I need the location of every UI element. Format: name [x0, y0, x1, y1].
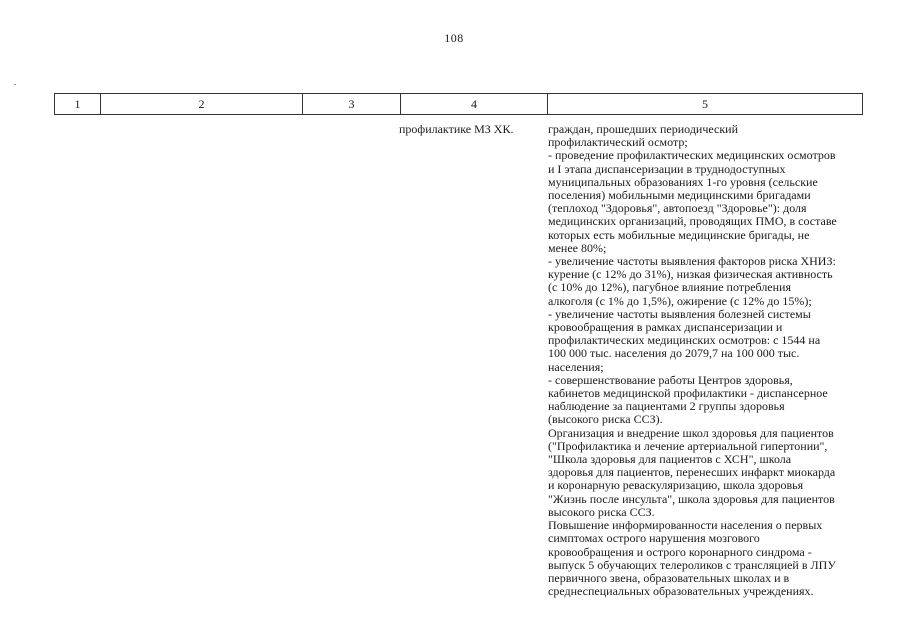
- column-5-text-line: (высокого риска ССЗ).: [548, 412, 663, 427]
- column-5-text-line: симптомах острого нарушения мозгового: [548, 531, 760, 546]
- column-5-text-line: выпуск 5 обучающих телероликов с трансляцией в ЛПУ: [548, 557, 836, 572]
- column-5-cell-text: [548, 123, 868, 598]
- column-header-4: 4: [401, 94, 548, 114]
- column-5-text-line: "Жизнь после инсульта", школа здоровья для пациентов: [548, 491, 835, 506]
- column-header-1: 1: [55, 94, 101, 114]
- column-4-cell-text: профилактике МЗ ХК.: [399, 122, 514, 136]
- column-5-text-line: 100 000 тыс. населения до 2079,7 на 100 000 тыс.: [548, 346, 800, 361]
- column-5-text-line: - увеличение частоты выявления болезней системы: [548, 306, 811, 321]
- column-5-text-line: граждан, прошедших периодический: [548, 122, 739, 136]
- column-5-text-line: алкоголя (с 1% до 1,5%), ожирение (с 12% до 15%);: [548, 293, 812, 308]
- page-number: 108: [444, 31, 464, 45]
- column-5-text-line: первичного звена, образовательных школах и в: [548, 570, 790, 585]
- column-header-2: 2: [101, 94, 303, 114]
- column-5-text-line: кабинетов медицинской профилактики - диспансерное: [548, 386, 828, 401]
- column-5-text-line: наблюдение за пациентами 2 группы здоровья: [548, 399, 785, 414]
- column-5-text-line: - проведение профилактических медицинских осмотров: [548, 148, 836, 163]
- column-5-text-line: курение (с 12% до 31%), низкая физическая активность: [548, 267, 833, 282]
- column-5-text-line: (с 10% до 12%), пагубное влияние потребления: [548, 280, 791, 295]
- column-5-text-line: поселения) мобильными медицинскими бригадами: [548, 188, 811, 203]
- column-5-text-line: высокого риска ССЗ.: [548, 504, 655, 519]
- column-5-text-line: профилактических медицинских осмотров: с 1544 на: [548, 333, 821, 348]
- column-5-text-line: которых есть мобильные медицинские бригады, не: [548, 227, 810, 242]
- column-5-text-line: менее 80%;: [548, 240, 607, 255]
- column-5-text-line: Организация и внедрение школ здоровья для пациентов: [548, 425, 834, 440]
- column-5-text-line: кровообращения и острого коронарного синдрома -: [548, 544, 812, 559]
- column-5-text-line: здоровья для пациентов, перенесших инфаркт миокарда: [548, 465, 836, 480]
- column-5-text-line: и коронарную реваскуляризацию, школа здоровья: [548, 478, 804, 493]
- column-header-3: 3: [303, 94, 401, 114]
- column-5-text-line: "Школа здоровья для пациентов с ХСН", школа: [548, 452, 792, 467]
- column-5-text-line: - увеличение частоты выявления факторов риска ХНИЗ:: [548, 254, 836, 269]
- column-5-text-line: населения;: [548, 359, 604, 374]
- column-5-text-line: и I этапа диспансеризации в труднодоступных: [548, 161, 786, 176]
- column-5-text-line: среднеспециальных образовательных учреждениях.: [548, 584, 814, 599]
- scan-mark: [14, 84, 16, 85]
- column-5-text-line: ("Профилактика и лечение артериальной гипертонии",: [548, 438, 828, 453]
- column-header-5: 5: [702, 97, 708, 111]
- column-5-text-line: профилактический осмотр;: [548, 135, 688, 150]
- table-header-row: [54, 93, 863, 115]
- column-5-text-line: муниципальных образованиях 1-го уровня (сельские: [548, 174, 818, 189]
- column-5-text-line: - совершенствование работы Центров здоровья,: [548, 372, 793, 387]
- column-5-text-line: (теплоход "Здоровья", автопоезд "Здоровье"): доля: [548, 201, 807, 216]
- column-5-text-line: Повышение информированности населения о первых: [548, 518, 823, 533]
- column-5-text-line: кровообращения в рамках диспансеризации и: [548, 320, 783, 335]
- column-5-text-line: медицинских организаций, проводящих ПМО, в составе: [548, 214, 837, 229]
